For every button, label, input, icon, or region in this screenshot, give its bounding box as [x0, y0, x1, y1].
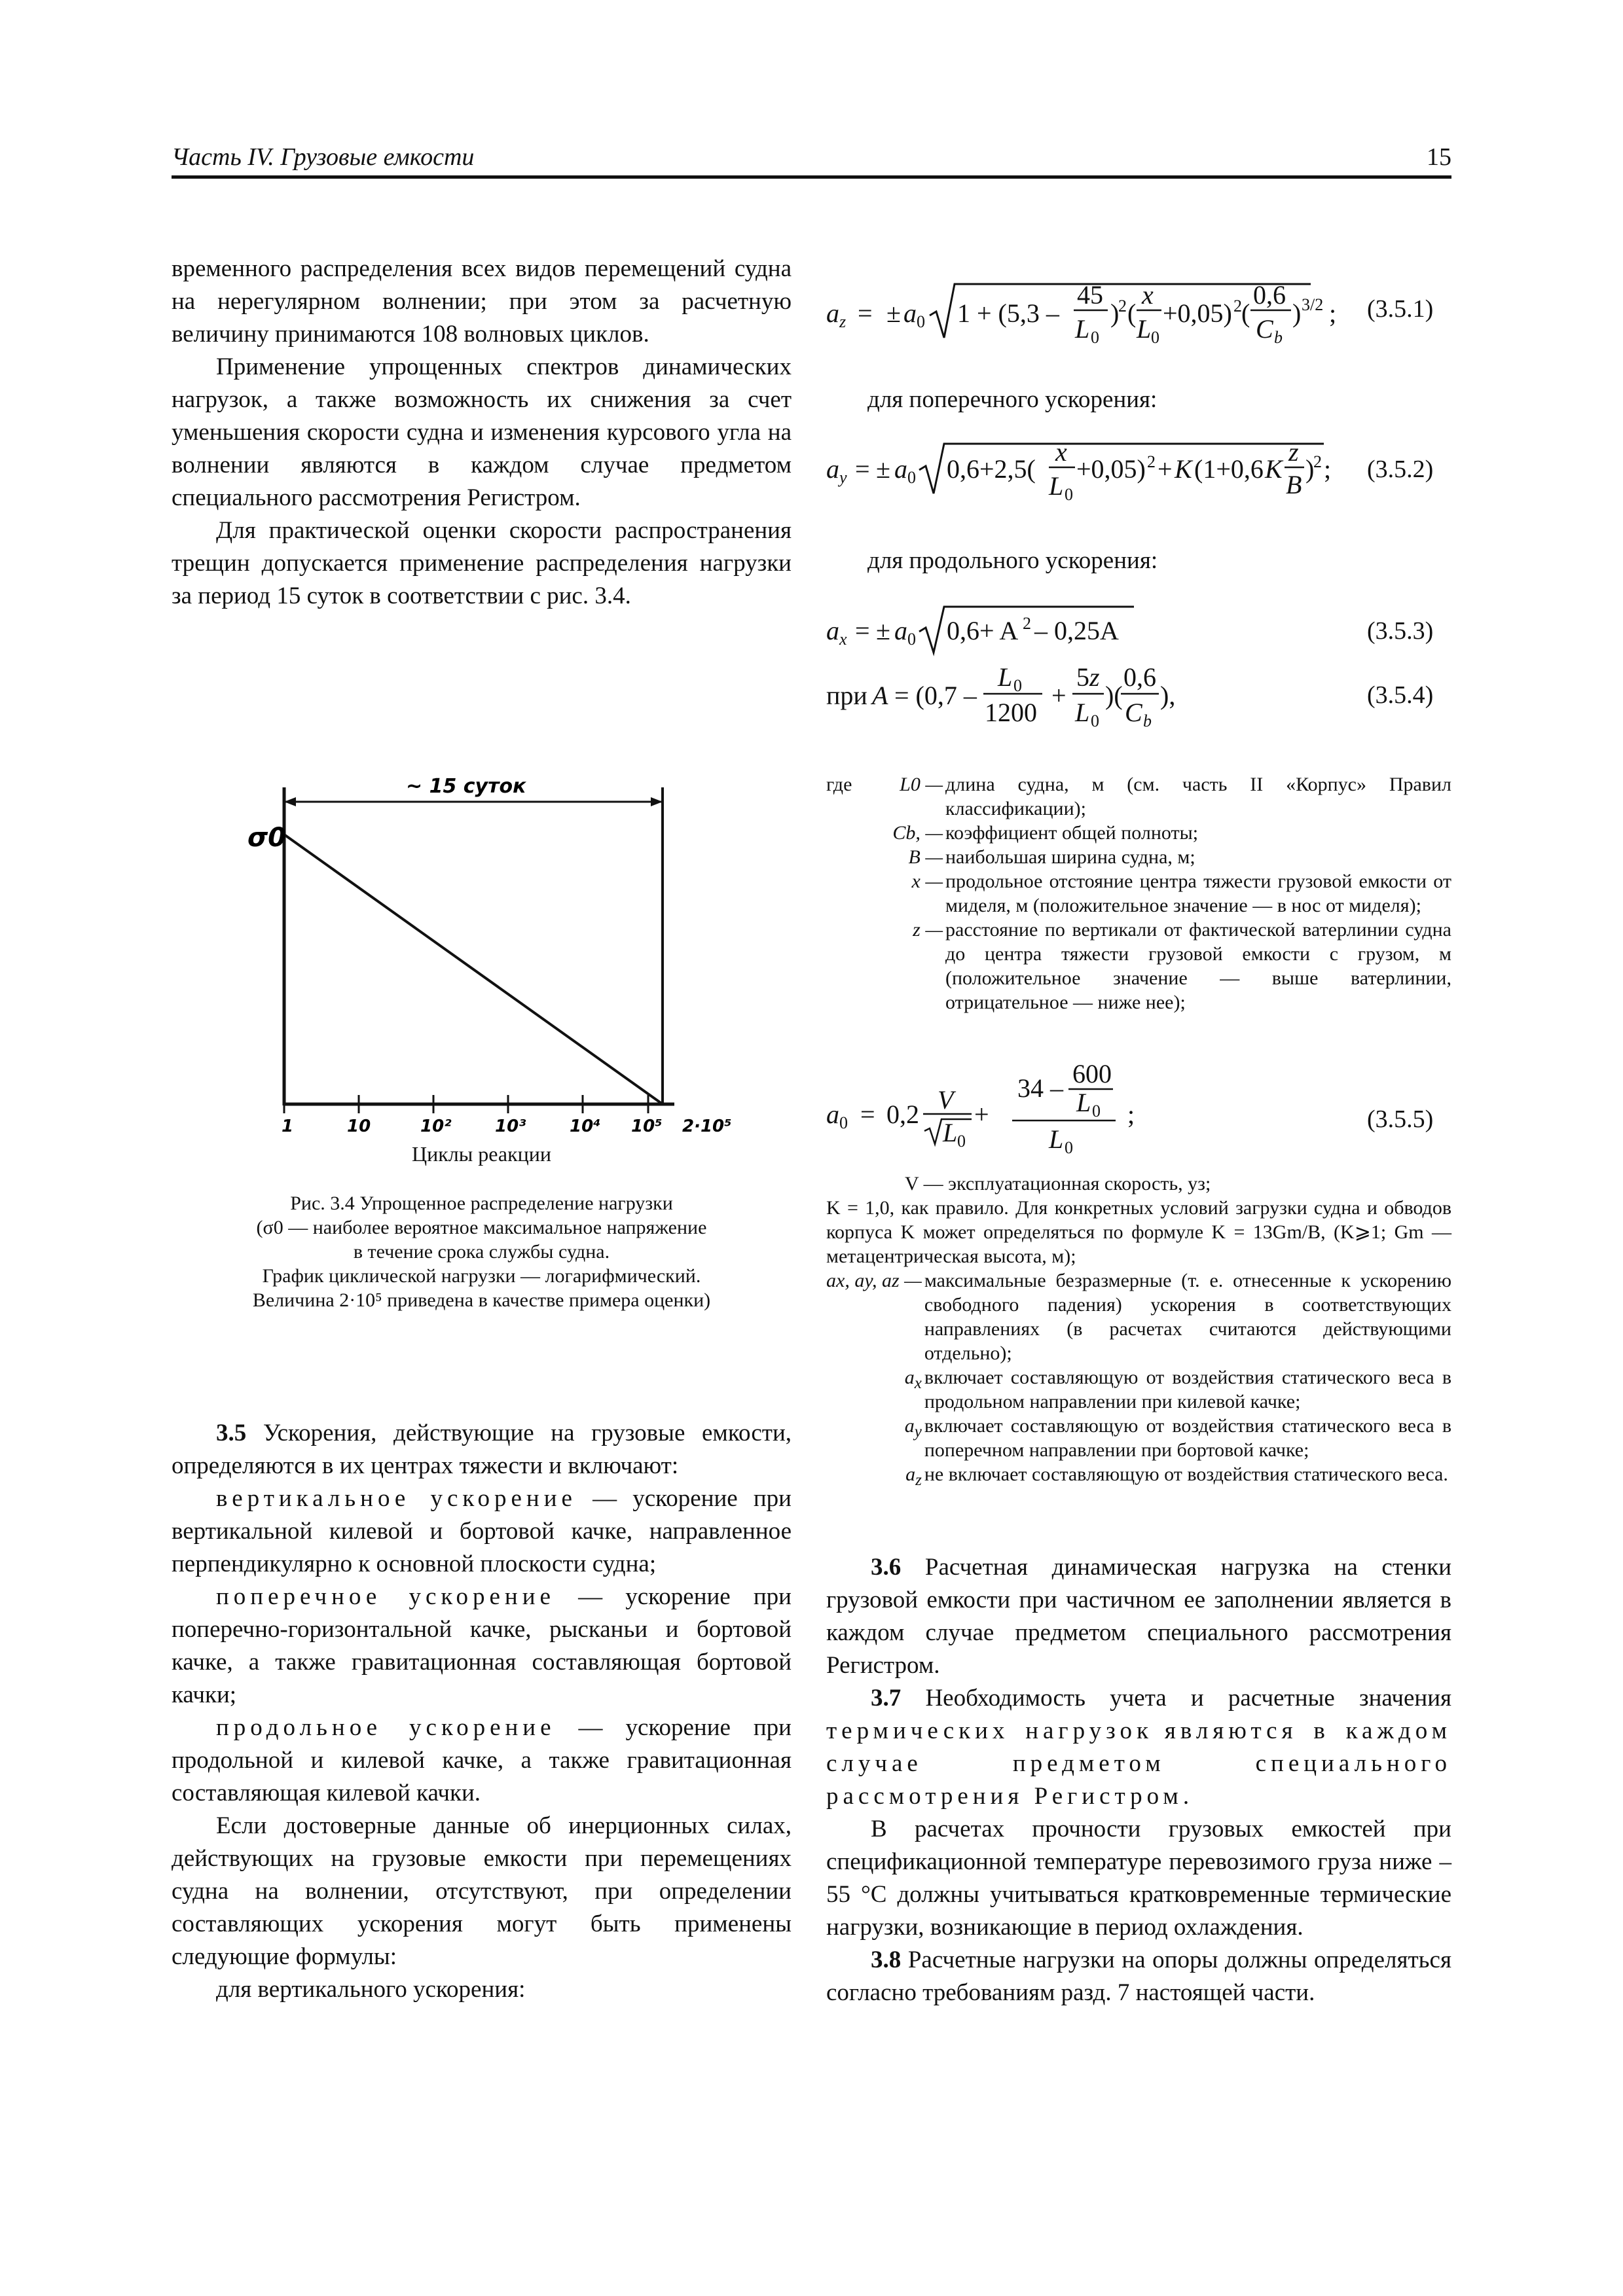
- svg-text:0: 0: [1091, 711, 1099, 730]
- svg-text:a: a: [826, 1100, 839, 1129]
- svg-text:A: A: [872, 681, 888, 710]
- arrow-left-icon: [284, 797, 296, 806]
- figure-caption: [172, 1191, 792, 1312]
- svg-text:(: (: [1241, 298, 1250, 328]
- svg-text:0: 0: [917, 312, 925, 331]
- svg-text:x: x: [1055, 437, 1067, 467]
- svg-text:0: 0: [907, 468, 916, 487]
- formula-number: (3.5.1): [1367, 295, 1434, 323]
- svg-text:0: 0: [839, 1113, 848, 1132]
- svg-text:+: +: [1158, 454, 1173, 484]
- svg-text:L: L: [943, 1118, 958, 1147]
- svg-text:5z: 5z: [1076, 662, 1100, 692]
- svg-text:V: V: [938, 1085, 954, 1115]
- svg-text:C: C: [1256, 314, 1273, 344]
- svg-text:L: L: [1075, 314, 1090, 344]
- svg-text:2: 2: [1313, 452, 1322, 471]
- svg-text:;: ;: [1127, 1100, 1135, 1129]
- paragraph: временного распределения всех видов перемещений судна на нерегулярном волнении; при этом за расчетную величину принимаются 108 волновых циклов.: [172, 255, 792, 348]
- svg-text:= (0,7 –: = (0,7 –: [894, 681, 977, 710]
- svg-text:z: z: [1288, 437, 1299, 467]
- svg-text:0,6: 0,6: [1123, 662, 1156, 692]
- paragraph: Если достоверные данные об инерционных силах, действующих на грузовые емкости при перемещениях судна на волнении, отсутствуют, при определении составляющих ускорения могут быть применены следующие формулы:: [172, 1812, 792, 1970]
- term-definition: — ускорение при продольной и килевой качке, а также гравитационная составляющая килевой качки.: [172, 1714, 792, 1806]
- legend-item: ax, ay, az — максимальные безразмерные (т. е. отнесенные к ускорению свободного падения) ускорения в соответствующих направлениях (в расчетах считаются действующими отдельно);: [826, 1270, 1451, 1364]
- tick-label: 10³: [495, 1117, 526, 1136]
- section-text: Расчетная динамическая нагрузка на стенки грузовой емкости при частичном ее заполнении является в каждом случае предметом специального рассмотрения Регистром.: [826, 1554, 1452, 1679]
- term: вертикальное ускорение: [216, 1485, 577, 1512]
- svg-text:b: b: [1274, 328, 1283, 347]
- formula-number: (3.5.4): [1367, 681, 1434, 709]
- term: продольное ускорение: [216, 1714, 556, 1741]
- paragraph: [172, 1581, 792, 1712]
- svg-text:0: 0: [1091, 328, 1099, 347]
- svg-text:): ): [1110, 298, 1120, 328]
- svg-text:45: 45: [1077, 280, 1103, 310]
- distribution-line: [284, 834, 663, 1104]
- section-number: 3.7: [871, 1685, 902, 1712]
- paragraph: [172, 1417, 792, 1482]
- section-number: 3.6: [871, 1554, 902, 1581]
- figure-3-4: [216, 769, 753, 1136]
- paragraph: [826, 1551, 1451, 1682]
- load-distribution-chart: [216, 769, 753, 1136]
- svg-text:L: L: [1076, 1088, 1091, 1117]
- legend-item: Cb, — коэффициент общей полноты;: [892, 822, 1199, 844]
- svg-text:a: a: [894, 454, 907, 484]
- svg-text:3/2: 3/2: [1302, 295, 1324, 314]
- tick-label: 2·10⁵: [682, 1117, 732, 1136]
- svg-text:ay: $a_y$: [826, 454, 847, 487]
- term: поперечное ускорение: [216, 1583, 555, 1610]
- formula-number: (3.5.2): [1367, 456, 1434, 483]
- svg-text:L: L: [998, 662, 1013, 692]
- svg-text:(1+0,6: (1+0,6: [1194, 454, 1264, 484]
- svg-text:;: ;: [1324, 454, 1332, 484]
- legend-item: x — продольное отстояние центра тяжести грузовой емкости от миделя, м (положительное значение — в нос от миделя);: [911, 870, 1451, 916]
- caption-line: Величина 2·10⁵ приведена в качестве примера оценки): [252, 1289, 711, 1311]
- svg-text:600: 600: [1072, 1060, 1112, 1088]
- caption-line: График циклической нагрузки — логарифмический.: [262, 1265, 701, 1287]
- page-number: 15: [1427, 143, 1451, 171]
- formula-3-5-4: [826, 661, 1285, 733]
- legend-item: $a_y$ включает составляющую от воздействия статического веса в поперечном направлении при бортовой качке;: [904, 1415, 1451, 1461]
- svg-text:±: ±: [876, 454, 890, 484]
- svg-text:±: ±: [886, 298, 901, 328]
- section-text: Расчетные нагрузки на опоры должны определяться согласно требованиям разд. 7 настоящей части.: [826, 1946, 1451, 2006]
- svg-text:B: B: [1286, 470, 1302, 499]
- svg-text:az: $a_z$: [826, 298, 847, 331]
- svg-text:L: L: [1137, 314, 1152, 344]
- legend: [871, 772, 1451, 1014]
- svg-text:2: 2: [1147, 452, 1156, 471]
- svg-text:),: ),: [1160, 681, 1176, 710]
- svg-text:): ): [1292, 298, 1302, 328]
- svg-text:0: 0: [1065, 485, 1073, 504]
- svg-text:L: L: [1049, 471, 1064, 501]
- section-text: Ускорения, действующие на грузовые емкости, определяются в их центрах тяжести и включают:: [172, 1420, 792, 1479]
- svg-text:при: при: [826, 681, 867, 710]
- svg-text:=: =: [860, 1100, 875, 1129]
- section-3-5: [172, 1417, 792, 2006]
- svg-text:a: a: [894, 616, 907, 645]
- tick-label: 10²: [420, 1117, 452, 1136]
- left-column-top: [172, 253, 792, 613]
- svg-text:0,6+2,5(: 0,6+2,5(: [947, 454, 1036, 484]
- paragraph: [172, 1482, 792, 1581]
- svg-text:ax: $a_x$: [826, 616, 847, 649]
- formula-number: (3.5.3): [1367, 617, 1434, 645]
- legend-item: $a_z$ не включает составляющую от воздействия статического веса.: [905, 1463, 1448, 1489]
- formula-3-5-2: [826, 432, 1350, 504]
- paragraph: 3.7 Необходимость учета и расчетные значения термических нагрузок являются в каждом случае предметом специального рассмотрения Регистром.: [826, 1685, 1452, 1810]
- svg-text:1200: 1200: [985, 698, 1037, 727]
- legend-item: $a_x$ включает составляющую от воздействия статического веса в продольном направлении при килевой качке;: [904, 1367, 1451, 1412]
- svg-text:(: (: [1127, 298, 1137, 328]
- caption-line: Рис. 3.4 Упрощенное распределение нагрузки: [290, 1193, 673, 1214]
- svg-text:0: 0: [1065, 1138, 1073, 1157]
- svg-text:2: 2: [1233, 296, 1242, 315]
- paragraph: Для практической оценки скорости распространения трещин допускается применение распределения нагрузки за период 15 суток в соответствии с рис. 3.4.: [172, 517, 792, 609]
- svg-text:)(: )(: [1105, 681, 1123, 710]
- svg-text:1 + (5,3 –: 1 + (5,3 –: [957, 298, 1059, 328]
- svg-text:+0,05): +0,05): [1163, 298, 1232, 328]
- x-tick-labels: [282, 1117, 732, 1136]
- legend-item: B — наибольшая ширина судна, м;: [908, 846, 1195, 868]
- svg-text:K: K: [1265, 454, 1283, 484]
- section-number: 3.5: [216, 1420, 247, 1446]
- definitions-block: [826, 1172, 1451, 1492]
- term-definition: — ускорение при вертикальной килевой и бортовой качке, направленное перпендикулярно к основной плоскости судна;: [172, 1485, 792, 1577]
- term-definition: — ускорение при поперечно-горизонтальной качке, рысканьи и бортовой качке, а также гравитационная составляющая бортовой качки;: [172, 1583, 792, 1708]
- paragraph: для вертикального ускорения:: [216, 1976, 526, 2003]
- sigma-label: σ0: [247, 823, 286, 853]
- x-axis-label: Циклы реакции: [412, 1142, 551, 1166]
- running-header-title: Часть IV. Грузовые емкости: [172, 143, 475, 171]
- sections-3-6-to-3-8: [826, 1551, 1451, 2009]
- tick-label: 10: [347, 1117, 371, 1136]
- arrow-right-icon: [651, 797, 663, 806]
- duration-label: ~ 15 суток: [406, 775, 526, 798]
- formula-3-5-5: [826, 1060, 1285, 1158]
- paragraph: [826, 1944, 1451, 2009]
- svg-text:+0,05): +0,05): [1076, 454, 1146, 484]
- svg-text:): ): [1305, 454, 1315, 484]
- header-rule: [172, 175, 1451, 179]
- formula-3-5-1-end: [1241, 281, 1366, 347]
- svg-text:0,6+ A: 0,6+ A: [947, 616, 1019, 645]
- caption-line: в течение срока службы судна.: [353, 1241, 610, 1263]
- svg-text:=: =: [855, 616, 870, 645]
- label-transverse: для поперечного ускорения:: [867, 386, 1158, 413]
- svg-text:=: =: [855, 454, 870, 484]
- tick-label: 10⁴: [570, 1117, 601, 1136]
- term: термических нагрузок: [826, 1717, 1153, 1744]
- svg-text:a: a: [903, 298, 917, 328]
- legend-item: z — расстояние по вертикали от фактической ватерлинии судна до центра тяжести грузовой емкости с грузом, м (положительное значение — выше ватерлинии, отрицательное — ниже нее);: [913, 919, 1451, 1013]
- v-definition: V — эксплуатационная скорость, уз;: [905, 1173, 1211, 1194]
- svg-text:0,2: 0,2: [886, 1100, 919, 1129]
- label-longitudinal: для продольного ускорения:: [867, 547, 1158, 574]
- paragraph: [172, 1712, 792, 1810]
- svg-text:L: L: [1049, 1124, 1064, 1154]
- svg-text:K: K: [1175, 454, 1192, 484]
- svg-text:0: 0: [1151, 328, 1159, 347]
- k-definition: K = 1,0, как правило. Для конкретных условий загрузки судна и обводов корпуса K может определяться по формуле K = 13Gm/B, (K⩾1; Gm — метацентрическая высота, м);: [826, 1197, 1451, 1267]
- svg-text:+: +: [1051, 681, 1067, 710]
- svg-text:0,6: 0,6: [1253, 281, 1286, 310]
- svg-text:34 –: 34 –: [1017, 1073, 1063, 1103]
- caption-line: (σ0 — наиболее вероятное максимальное напряжение: [256, 1217, 707, 1238]
- svg-text:b: b: [1143, 711, 1152, 730]
- formula-number: (3.5.5): [1367, 1105, 1434, 1133]
- formula-3-5-3: [826, 592, 1219, 658]
- tick-label: 10⁵: [631, 1117, 663, 1136]
- legend-where: где: [826, 774, 852, 795]
- tick-label: 1: [282, 1117, 294, 1136]
- svg-text:±: ±: [876, 616, 890, 645]
- svg-text:0: 0: [907, 630, 916, 649]
- section-number: 3.8: [871, 1946, 902, 1973]
- svg-text:0: 0: [957, 1132, 966, 1151]
- svg-text:0: 0: [1013, 676, 1022, 695]
- legend-item: L0 — длина судна, м (см. часть II «Корпус» Правил классификации);: [900, 774, 1451, 819]
- svg-text:2: 2: [1023, 614, 1031, 633]
- svg-text:;: ;: [1329, 298, 1337, 328]
- svg-text:2: 2: [1118, 296, 1127, 315]
- paragraph: В расчетах прочности грузовых емкостей при спецификационной температуре перевозимого груза ниже –55 °C должны учитываться кратковременные термические нагрузки, возникающие в период охлаждения.: [826, 1816, 1451, 1941]
- paragraph: Применение упрощенных спектров динамических нагрузок, а также возможность их снижения за счет уменьшения скорости судна и изменения курсового угла на волнении являются в каждом случае предметом специального рассмотрения Регистром.: [172, 353, 792, 511]
- svg-text:C: C: [1125, 698, 1142, 727]
- svg-text:=: =: [858, 298, 873, 328]
- svg-text:0: 0: [1092, 1102, 1101, 1121]
- svg-text:– 0,25A: – 0,25A: [1034, 616, 1119, 645]
- svg-text:+: +: [974, 1100, 989, 1129]
- svg-text:x: x: [1142, 280, 1154, 310]
- svg-text:L: L: [1075, 698, 1090, 727]
